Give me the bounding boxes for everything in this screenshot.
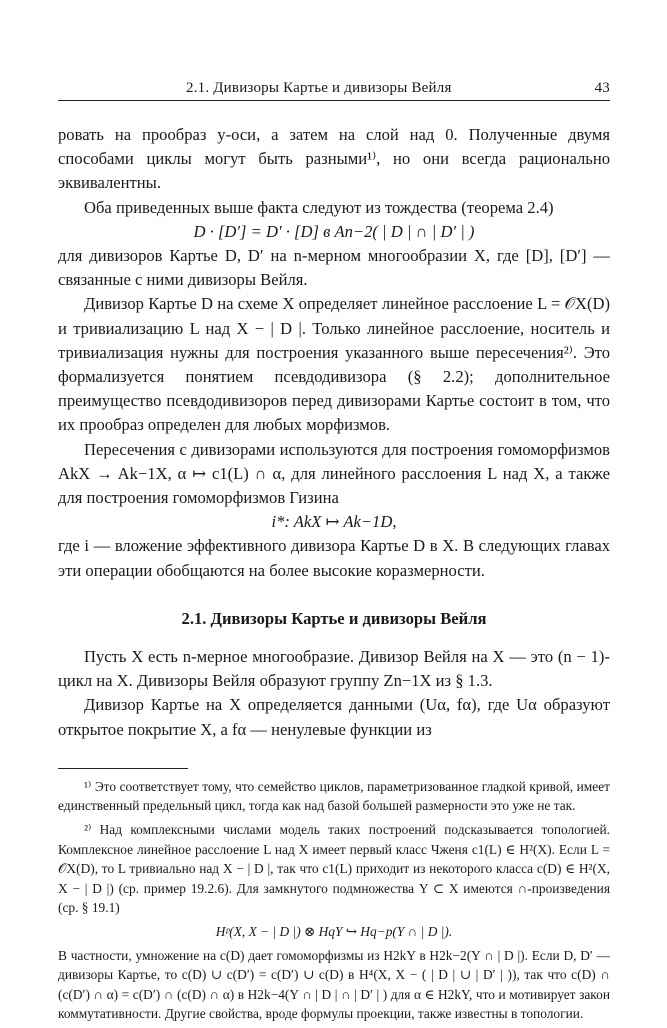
footnotes [58,777,610,1024]
paragraph-cartier-divisor: Дивизор Картье на X определяется данными (Uα, fα), где Uα образуют открытое покрытие X, а fα — ненулевые функции из [58,695,610,739]
paragraph-weil-divisor: Пусть X есть n-мерное многообразие. Дивизор Вейля на X — это (n − 1)-цикл на X. Дивизоры Вейля образуют группу Zn−1X из § 1.3. [58,647,610,691]
footnote-2-continuation: В частности, умножение на c(D) дает гомоморфизмы из H2kY в H2k−2(Y ∩ | D |). Если D, D′ — дивизоры Картье, то c(D) ∪ c(D′) = c(D′) ∪ c(D) в H⁴(X, X − ( | D | ∪ | D′ | )), так что c(D) ∩ (c(D′) ∩ α) = c(D′) ∩ (c(D) ∩ α) в H2k−4(Y ∩ | D | ∩ | D′ | ) для α ∈ H2kY, что и мотивирует закон коммутативности. Другие свойства, вроде формулы проекции, также известны в топологии. [58,947,610,1022]
footnote-divider [58,768,188,769]
page-number: 43 [594,80,610,96]
paragraph-line-bundle: Дивизор Картье D на схеме X определяет линейное расслоение L = 𝒪X(D) и тривиализацию L над X − | D |. Только линейное расслоение, носитель и тривиализация нужны для построения указанного выше пересечения²⁾. Это формализуется понятием псевдодивизора (§ 2.2); дополнительное преимущество псевдодивизоров перед дивизорами Картье состоит в том, что их прообраз определен для любых морфизмов. [58,294,610,435]
book-page [58,78,610,1028]
formula-identity: D · [D′] = D′ · [D] в An−2( | D | ∩ | D′ | ) [193,221,475,241]
formula-gysin: i*: AkX ↦ Ak−1D, [271,512,397,532]
section-title: 2.1. Дивизоры Картье и дивизоры Вейля [181,608,487,628]
running-header [58,78,610,101]
footnote-2-formula: Hᵖ(X, X − | D |) ⊗ HqY ↪ Hq−p(Y ∩ | D |). [215,924,453,940]
footnote-1: ¹⁾ Это соответствует тому, что семейство циклов, параметризованное гладкой кривой, имеет единственный предельный цикл, тогда как над базой большей размерности это уже не так. [58,778,610,814]
footnote-2: ²⁾ Над комплексными числами модель таких построений подсказывается топологией. Комплексное линейное расслоение L над X имеет первый класс Чженя c1(L) ∈ H²(X). Если L = 𝒪X(D), то L тривиально над X − | D |, так что c1(L) приходит из некоторого класса c(D) ∈ H²(X, X − | D |) (ср. пример 19.2.6). Для замкнутого подмножества Y ⊂ X имеются ∩-произведения (ср. § 19.1) [58,822,610,916]
paragraph-homomorphisms: Пересечения с дивизорами используются для построения гомоморфизмов AkX → Ak−1X, α ↦ c1(L) ∩ α, для линейного расслоения L над X, а также для построения гомоморфизмов Гизина [58,439,610,508]
paragraph-continuation: ровать на прообраз y-оси, а затем на слой над 0. Полученные двумя способами циклы могут быть разными¹⁾, но они всегда рационально эквивалентны. [58,125,610,193]
paragraph-identity-intro: Оба приведенных выше факта следуют из тождества (теорема 2.4) [84,197,554,217]
paragraph-cartier-weil: для дивизоров Картье D, D′ на n-мерном многообразии X, где [D], [D′] — связанные с ними дивизоры Вейля. [58,246,610,290]
main-text [58,123,610,742]
paragraph-embedding: где i — вложение эффективного дивизора Картье D в X. В следующих главах эти операции обобщаются на более высокие коразмерности. [58,536,610,580]
running-title: 2.1. Дивизоры Картье и дивизоры Вейля [186,80,452,96]
